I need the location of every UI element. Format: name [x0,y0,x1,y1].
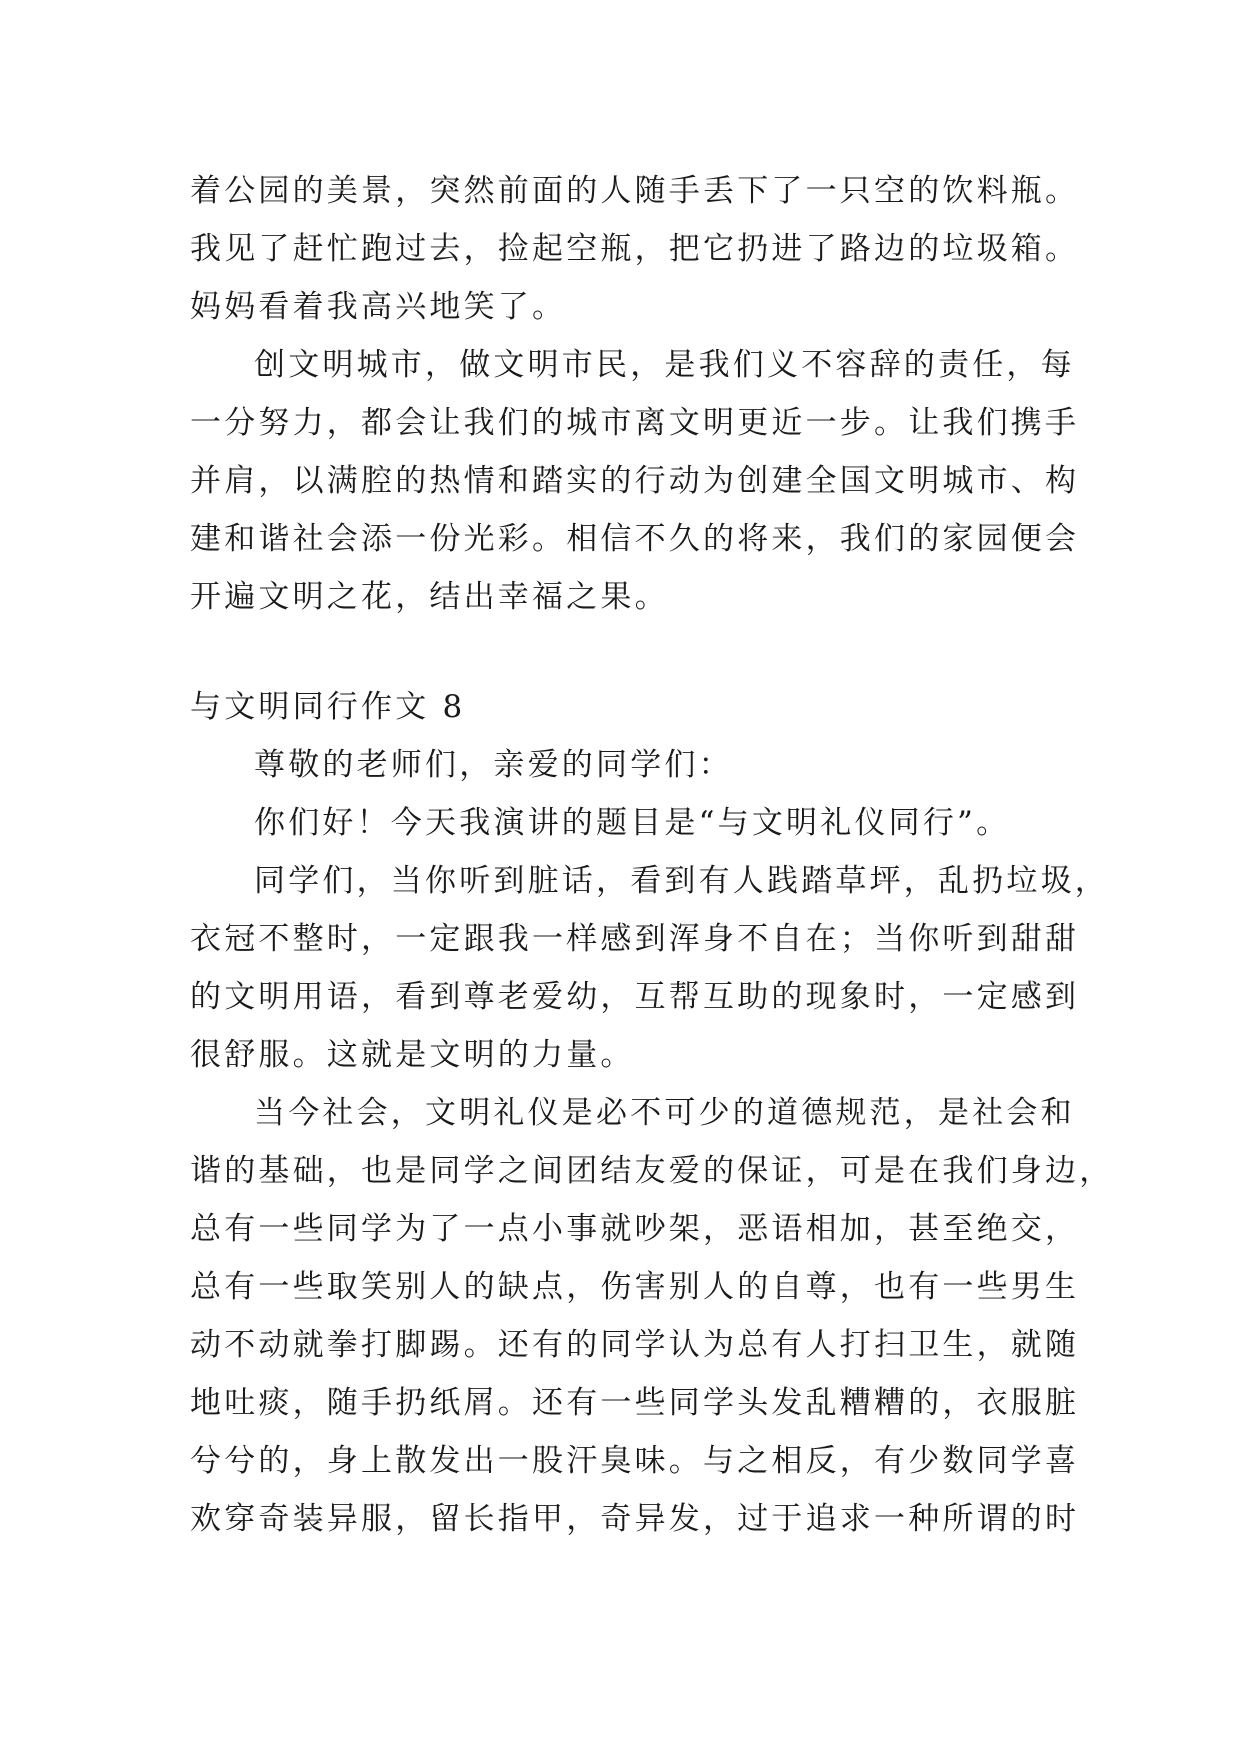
text-line: 同学们，当你听到脏话，看到有人践踏草坪，乱扔垃圾， [254,863,1109,899]
text-line: 地吐痰，随手扔纸屑。还有一些同学头发乱糟糟的，衣服脏 [190,1385,1080,1421]
text-line: 动不动就拳打脚踢。还有的同学认为总有人打扫卫生，就随 [190,1327,1080,1363]
text-line: 我见了赶忙跑过去，捡起空瓶，把它扔进了路边的垃圾箱。 [190,231,1080,267]
document-page [190,162,1114,1548]
text-line: 当今社会，文明礼仪是必不可少的道德规范，是社会和 [254,1095,1075,1131]
text-line: 并肩，以满腔的热情和踏实的行动为创建全国文明城市、构 [190,463,1080,499]
text-line: 兮兮的，身上散发出一股汗臭味。与之相反，有少数同学喜 [190,1443,1080,1479]
paragraph-continuation [190,162,1080,336]
text-line: 的文明用语，看到尊老爱幼，互帮互助的现象时，一定感到 [190,979,1080,1015]
text-line: 一分努力，都会让我们的城市离文明更近一步。让我们携手 [190,405,1080,441]
text-line: 总有一些取笑别人的缺点，伤害别人的自尊，也有一些男生 [190,1269,1080,1305]
text-line: 建和谐社会添一份光彩。相信不久的将来，我们的家园便会 [190,521,1080,557]
text-line: 衣冠不整时，一定跟我一样感到浑身不自在；当你听到甜甜 [190,921,1080,957]
text-line: 很舒服。这就是文明的力量。 [190,1037,635,1073]
paragraph-modern-society [190,1084,1114,1548]
text-line: 着公园的美景，突然前面的人随手丢下了一只空的饮料瓶。 [190,173,1080,209]
opening-line: 你们好！今天我演讲的题目是“与文明礼仪同行”。 [254,805,1011,841]
text-line: 创文明城市，做文明市民，是我们义不容辞的责任，每 [254,347,1075,383]
paragraph-civilized-city [190,336,1080,626]
section-title: 与文明同行作文 8 [190,689,466,725]
text-line: 欢穿奇装异服，留长指甲，奇异发，过于追求一种所谓的时 [190,1501,1080,1537]
greeting: 尊敬的老师们，亲爱的同学们： [254,747,733,783]
text-line: 谐的基础，也是同学之间团结友爱的保证，可是在我们身边， [190,1153,1114,1189]
text-line: 总有一些同学为了一点小事就吵架，恶语相加，甚至绝交， [190,1211,1080,1247]
paragraph-power-of-civility [190,852,1109,1084]
text-line: 开遍文明之花，结出幸福之果。 [190,579,669,615]
text-line: 妈妈看着我高兴地笑了。 [190,289,567,325]
